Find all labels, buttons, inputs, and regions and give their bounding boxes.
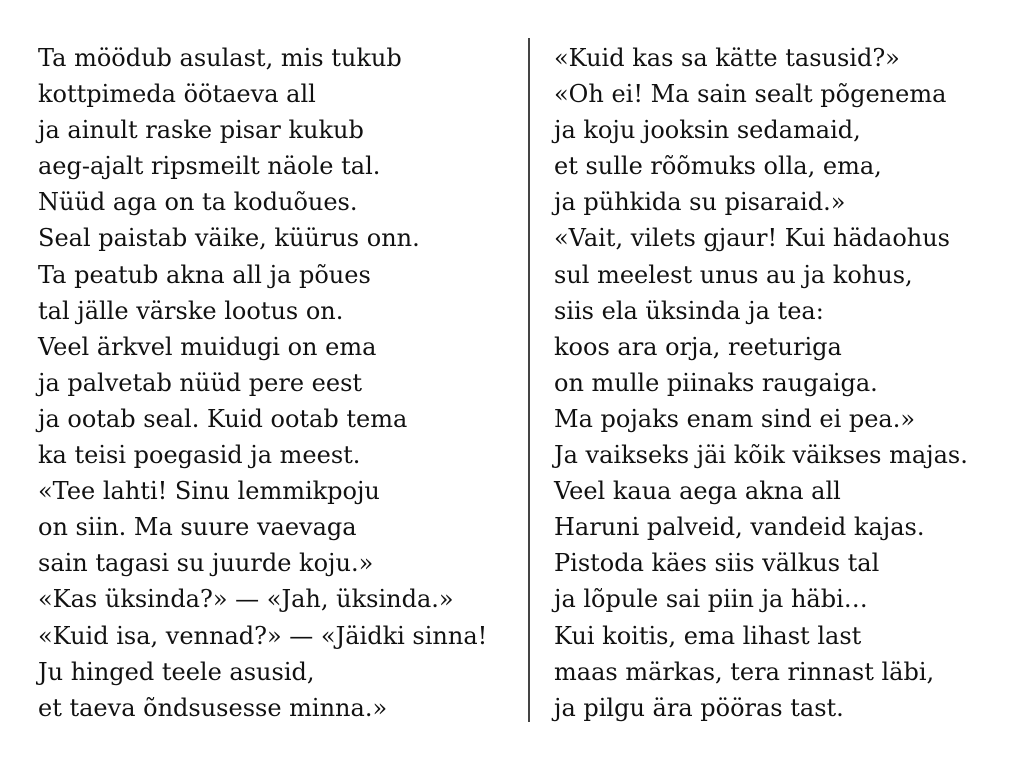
verse-line: ja palvetab nüüd pere eest [38,368,363,397]
verse-line: tal jälle värske lootus on. [38,296,344,325]
verse-line: Kui koitis, ema lihast last [554,621,862,650]
verse-line: et sulle rõõmuks olla, ema, [554,152,882,181]
verse-line: Ta möödub asulast, mis tukub [38,44,402,72]
poem-column-left [38,40,487,726]
poem-column-right [554,40,968,726]
verse-line: on mulle piinaks raugaiga. [554,368,878,397]
column-divider [528,38,530,722]
verse-line: «Kas üksinda?» — «Jah, üksinda.» [38,585,454,614]
verse-line: Ju hinged teele asusid, [38,657,315,686]
verse-line: Veel ärkvel muidugi on ema [38,332,377,361]
verse-line: sul meelest unus au ja kohus, [554,260,913,289]
verse-line: aeg-ajalt ripsmeilt näole tal. [38,152,381,181]
verse-line: «Kuid kas sa kätte tasusid?» [554,44,900,72]
verse-line: ja ootab seal. Kuid ootab tema [38,404,408,433]
verse-line: on siin. Ma suure vaevaga [38,513,357,542]
verse-line: sain tagasi su juurde koju.» [38,549,374,578]
verse-line: Ta peatub akna all ja põues [38,260,371,289]
verse-line: ja pühkida su pisaraid.» [554,188,846,217]
verse-line: Veel kaua aega akna all [554,477,841,506]
verse-line: «Vait, vilets gjaur! Kui hädaohus [554,224,950,253]
verse-line: siis ela üksinda ja tea: [554,296,824,325]
verse-line: Ja vaikseks jäi kõik väikses majas. [554,441,968,470]
verse-line: Seal paistab väike, küürus onn. [38,224,420,253]
verse-line: «Oh ei! Ma sain sealt põgenema [554,80,947,109]
verse-line: Haruni palveid, vandeid kajas. [554,513,925,542]
verse-line: «Kuid isa, vennad?» — «Jäidki sinna! [38,621,488,650]
verse-line: maas märkas, tera rinnast läbi, [554,657,935,686]
verse-line: kottpimeda öötaeva all [38,80,316,109]
verse-line: Nüüd aga on ta koduõues. [38,188,358,217]
verse-line: koos ara orja, reeturiga [554,332,842,361]
verse-line: «Tee lahti! Sinu lemmikpoju [38,477,380,506]
verse-line: Ma pojaks enam sind ei pea.» [554,404,916,433]
verse-line: et taeva õndsusesse minna.» [38,693,388,722]
verse-line: ja lõpule sai piin ja häbi… [554,585,868,614]
verse-line: ka teisi poegasid ja meest. [38,441,361,470]
verse-line: ja pilgu ära pööras tast. [554,693,844,722]
verse-line: ja koju jooksin sedamaid, [554,116,861,145]
verse-line: Pistoda käes siis välkus tal [554,549,880,578]
verse-line: ja ainult raske pisar kukub [38,116,364,145]
